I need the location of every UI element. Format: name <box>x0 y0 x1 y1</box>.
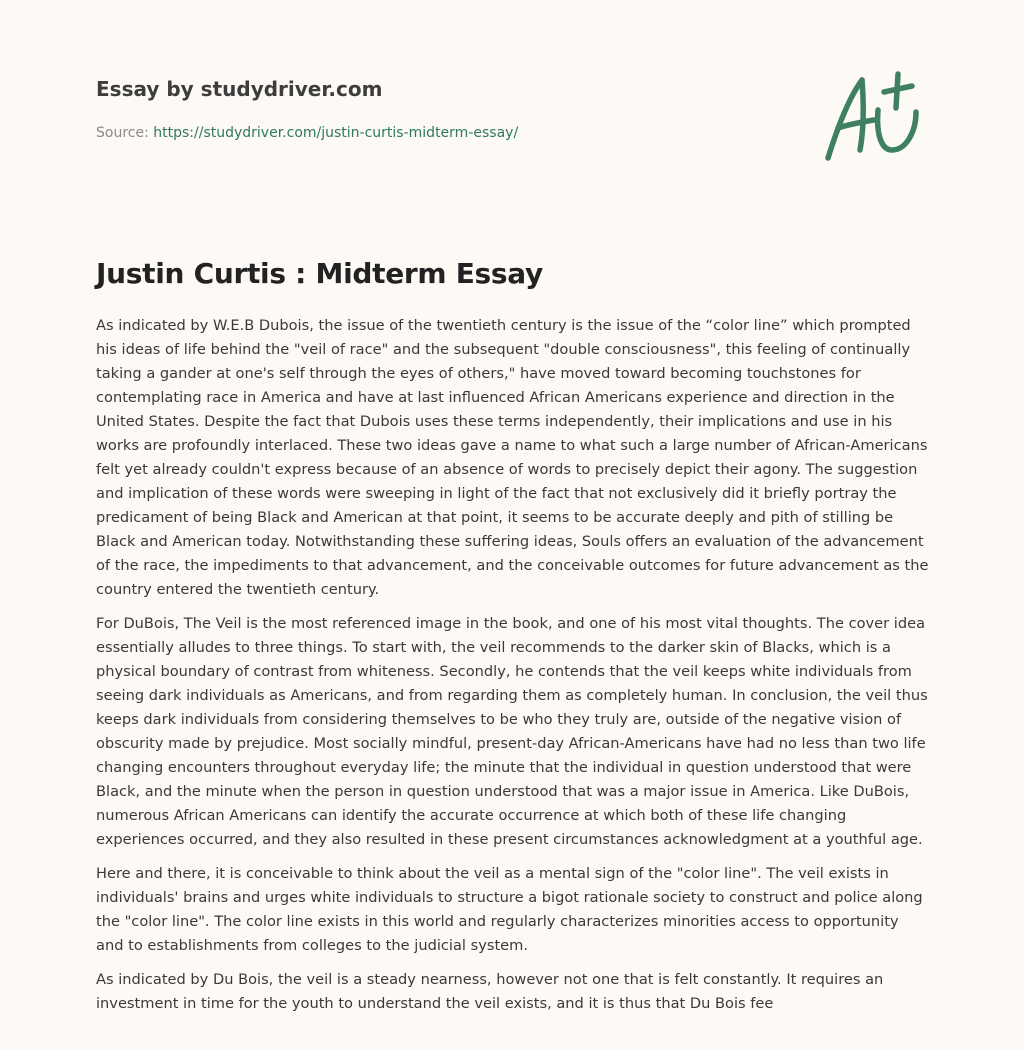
page-header <box>96 72 518 142</box>
source-label: Source: <box>96 125 149 141</box>
a-plus-logo-icon <box>820 66 930 166</box>
essay-paragraph: As indicated by W.E.B Dubois, the issue of the twentieth century is the issue of the “color line” which prompted his ideas of life behind the "veil of race" and the subsequent "double consciousness", this feeling of continually taking a gander at one's self through the eyes of others," have moved toward becoming touchstones for contemplating race in America and have at last influenced African Americans experience and direction in the United States. Despite the fact that Dubois uses these terms independently, their implications and use in his works are profoundly interlaced. These two ideas gave a name to what such a large number of African-Americans felt yet already couldn't express because of an absence of words to precisely depict their agony. The suggestion and implication of these words were sweeping in light of the fact that not exclusively did it briefly portray the predicament of being Black and American at that point, it seems to be accurate deeply and pith of stilling be Black and American today. Notwithstanding these suffering ideas, Souls offers an evaluation of the advancement of the race, the impediments to that advancement, and the conceivable outcomes for future advancement as the country entered the twentieth century. <box>96 317 929 598</box>
essay-title: Justin Curtis : Midterm Essay <box>96 257 543 290</box>
brand-title: Essay by studydriver.com <box>96 77 383 101</box>
essay-paragraph: As indicated by Du Bois, the veil is a steady nearness, however not one that is felt constantly. It requires an investment in time for the youth to understand the veil exists, and it is thus that Du Bois fee <box>96 971 884 1012</box>
essay-paragraph: Here and there, it is conceivable to think about the veil as a mental sign of the "color line". The veil exists in individuals' brains and urges white individuals to structure a bigot rationale society to construct and police along the "color line". The color line exists in this world and regularly characterizes minorities access to opportunity and to establishments from colleges to the judicial system. <box>96 865 923 954</box>
source-link[interactable]: https://studydriver.com/justin-curtis-midterm-essay/ <box>153 125 519 141</box>
essay-paragraph: For DuBois, The Veil is the most referenced image in the book, and one of his most vital thoughts. The cover idea essentially alludes to three things. To start with, the veil recommends to the darker skin of Blacks, which is a physical boundary of contrast from whiteness. Secondly, he contends that the veil keeps white individuals from seeing dark individuals as Americans, and from regarding them as completely human. In conclusion, the veil thus keeps dark individuals from considering themselves to be who they truly are, outside of the negative vision of obscurity made by prejudice. Most socially mindful, present-day African-Americans have had no less than two life changing encounters throughout everyday life; the minute that the individual in question understood that were Black, and the minute when the person in question understood that was a major issue in America. Like DuBois, numerous African Americans can identify the accurate occurrence at which both of these life changing experiences occurred, and they also resulted in these present circumstances acknowledgment at a youthful age. <box>96 615 928 848</box>
source-line <box>96 124 518 142</box>
essay-body <box>96 314 930 1026</box>
